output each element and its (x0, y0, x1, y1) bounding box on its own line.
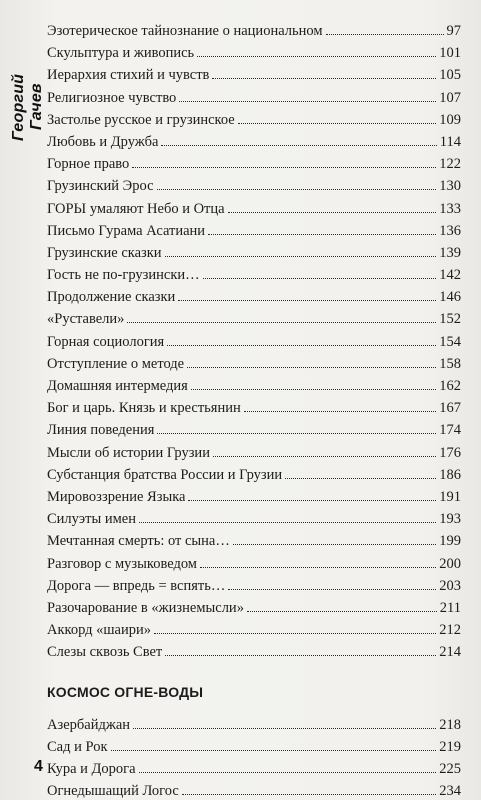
toc-entry-page: 97 (446, 23, 461, 39)
toc-entry-page: 176 (439, 444, 461, 461)
toc-entry-page: 133 (439, 200, 461, 217)
toc-entry (47, 286, 461, 308)
toc-entry-page: 146 (439, 289, 461, 306)
toc-entry-page: 167 (439, 400, 461, 417)
toc-entry (47, 242, 461, 264)
toc-entry-title: Застолье русское и грузинское (47, 111, 235, 128)
toc-entry (47, 486, 461, 508)
toc-entry (47, 419, 461, 441)
toc-entry-title: Кура и Дорога (47, 761, 136, 777)
dot-leader (228, 211, 437, 213)
table-of-contents (47, 20, 461, 800)
toc-entry (47, 87, 461, 109)
toc-entry-title: Разочарование в «жизнемысли» (47, 599, 244, 616)
toc-entry-title: Эзотерическое тайнознание о национальном (47, 23, 323, 39)
toc-entry-title: Домашняя интермедия (47, 378, 188, 394)
dot-leader (247, 610, 437, 612)
dot-leader (179, 100, 436, 102)
toc-entry-page: 158 (439, 355, 461, 372)
toc-entry-title: Разговор с музыковедом (47, 555, 197, 572)
toc-entry-page: 152 (439, 311, 461, 328)
toc-entry (47, 397, 461, 419)
toc-entry (47, 780, 461, 800)
toc-entry-page: 162 (439, 378, 461, 394)
dot-leader (233, 543, 436, 545)
toc-entry (47, 20, 461, 42)
toc-entry-title: Мысли об истории Грузии (47, 444, 210, 461)
toc-entry-title: Гость не по-грузински… (47, 267, 200, 284)
toc-entry-page: 234 (439, 783, 461, 800)
dot-leader (127, 321, 436, 323)
toc-entry-page: 109 (439, 111, 461, 128)
dot-leader (165, 255, 437, 257)
toc-entry (47, 641, 461, 663)
toc-entry-page: 211 (439, 599, 461, 616)
toc-entry-title: Сад и Рок (47, 738, 108, 755)
toc-entry-page: 225 (439, 761, 461, 777)
toc-entry-title: Любовь и Дружба (47, 133, 159, 150)
dot-leader (285, 477, 436, 479)
toc-entry-page: 214 (439, 644, 461, 661)
toc-entry-page: 218 (439, 716, 461, 733)
toc-entry-page: 199 (439, 533, 461, 550)
toc-entry-title: Иерархия стихий и чувств (47, 67, 210, 84)
toc-entry (47, 64, 461, 86)
dot-leader (197, 55, 436, 57)
toc-entry (47, 575, 461, 597)
toc-entry-page: 107 (439, 89, 461, 106)
toc-entry-title: Силуэты имен (47, 511, 136, 528)
dot-leader (200, 566, 436, 568)
toc-entry-title: Аккорд «шаири» (47, 622, 152, 639)
toc-entry (47, 553, 461, 575)
dot-leader (191, 388, 436, 390)
dot-leader (208, 233, 436, 235)
dot-leader (178, 299, 436, 301)
toc-entry-title: Скульптура и живопись (47, 45, 195, 62)
toc-entry-title: Субстанция братства России и Грузии (47, 466, 283, 483)
dot-leader (187, 366, 436, 368)
toc-entry-page: 122 (439, 156, 461, 173)
dot-leader (167, 344, 436, 346)
toc-entry (47, 758, 461, 780)
toc-entry (47, 619, 461, 641)
toc-entry (47, 331, 461, 353)
toc-entry (47, 508, 461, 530)
toc-entry-page: 142 (439, 267, 461, 284)
toc-entry-title: «Руставели» (47, 311, 125, 328)
dot-leader (157, 432, 436, 434)
toc-entry-page: 186 (439, 466, 461, 483)
toc-entry (47, 198, 461, 220)
section-spacer (47, 704, 461, 714)
dot-leader (182, 793, 436, 795)
dot-leader (326, 33, 444, 35)
dot-leader (165, 654, 436, 656)
dot-leader (154, 632, 436, 634)
toc-entry-page: 136 (439, 222, 461, 239)
toc-entry-page: 193 (439, 511, 461, 528)
dot-leader (212, 77, 436, 79)
dot-leader (157, 188, 437, 190)
toc-entry (47, 220, 461, 242)
toc-entry-title: Бог и царь. Князь и крестьянин (47, 400, 241, 417)
toc-entry-page: 154 (439, 333, 461, 350)
dot-leader (244, 410, 437, 412)
toc-entry (47, 353, 461, 375)
toc-entry (47, 264, 461, 286)
toc-entry-page: 139 (439, 244, 461, 261)
toc-entry-page: 219 (439, 738, 461, 755)
dot-leader (133, 727, 436, 729)
author-running-head: Георгий Гачев (10, 73, 45, 141)
toc-entry (47, 153, 461, 175)
toc-entry-title: Линия поведения (47, 422, 155, 439)
toc-entry-page: 101 (439, 45, 461, 62)
dot-leader (203, 277, 437, 279)
section-heading: КОСМОС ОГНЕ-ВОДЫ (47, 684, 204, 701)
toc-entry-title: Слезы сквозь Свет (47, 644, 163, 661)
toc-entry-title: Грузинские сказки (47, 244, 162, 261)
toc-entry (47, 42, 461, 64)
toc-entry-title: Горное право (47, 156, 130, 173)
toc-entry (47, 442, 461, 464)
toc-entry-page: 105 (439, 67, 461, 84)
toc-entry-page: 200 (439, 555, 461, 572)
toc-entry-title: ГОРЫ умаляют Небо и Отца (47, 200, 225, 217)
toc-entry (47, 131, 461, 153)
dot-leader (139, 771, 437, 773)
page-number: 4 (34, 758, 43, 775)
toc-entry-title: Продолжение сказки (47, 289, 176, 306)
dot-leader (132, 166, 436, 168)
toc-entry-title: Религиозное чувство (47, 89, 177, 106)
dot-leader (111, 749, 437, 751)
toc-entry-page: 174 (439, 422, 461, 439)
toc-entry (47, 714, 461, 736)
toc-entry (47, 597, 461, 619)
dot-leader (228, 588, 436, 590)
toc-entry-title: Горная социология (47, 333, 165, 350)
toc-entry-title: Огнедышащий Логос (47, 783, 179, 800)
toc-entry-title: Дорога — впредь = вспять… (47, 577, 226, 594)
toc-entry-page: 212 (439, 622, 461, 639)
toc-entry (47, 464, 461, 486)
toc-entry-title: Отступление о методе (47, 355, 185, 372)
dot-leader (161, 144, 436, 146)
toc-entry-page: 114 (439, 133, 461, 150)
toc-entry-title: Мировоззрение Языка (47, 488, 186, 505)
toc-entry-title: Азербайджан (47, 716, 131, 733)
toc-entry-page: 130 (439, 178, 461, 195)
toc-entry (47, 308, 461, 330)
toc-entry-page: 203 (439, 577, 461, 594)
toc-entry-title: Грузинский Эрос (47, 178, 154, 195)
toc-entry-title: Мечтанная смерть: от сына… (47, 533, 230, 550)
toc-entry-page: 191 (439, 488, 461, 505)
dot-leader (139, 521, 436, 523)
dot-leader (238, 122, 437, 124)
toc-entry (47, 530, 461, 552)
toc-entry-title: Письмо Гурама Асатиани (47, 222, 206, 239)
dot-leader (213, 455, 436, 457)
dot-leader (188, 499, 436, 501)
toc-entry (47, 375, 461, 397)
toc-entry (47, 109, 461, 131)
toc-entry (47, 175, 461, 197)
toc-entry (47, 736, 461, 758)
